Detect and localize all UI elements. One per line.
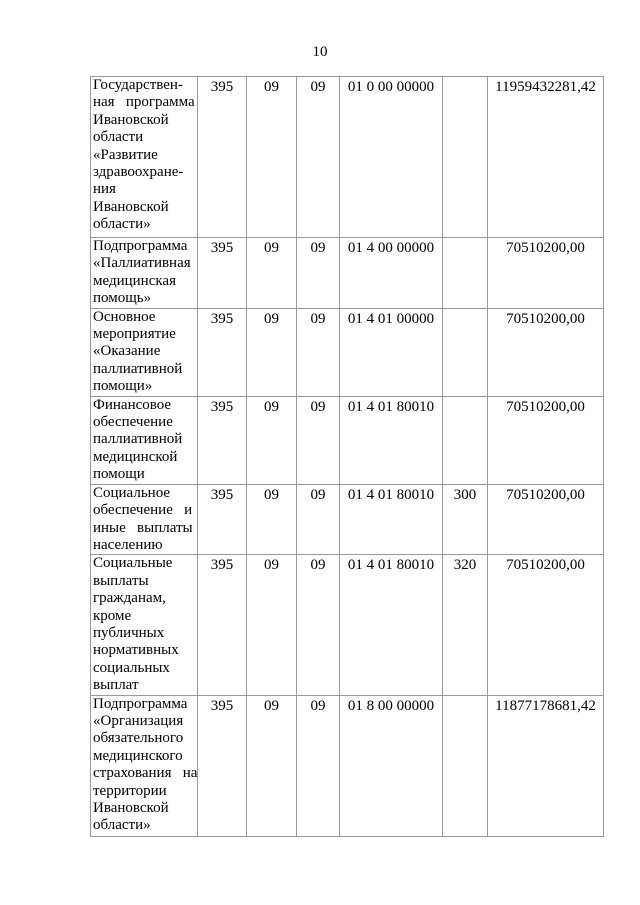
- section-value: 09: [264, 697, 279, 714]
- expense-type-value: [443, 397, 487, 399]
- section-cell: [247, 308, 297, 396]
- row-name-line: паллиативной: [93, 360, 183, 377]
- admin-code-cell: [198, 308, 247, 396]
- target-article-cell: [340, 555, 443, 695]
- subsection-cell: [297, 396, 340, 484]
- target-article-value: 01 4 01 80010: [347, 486, 435, 503]
- admin-code-value: 395: [210, 557, 234, 574]
- section-cell: [247, 238, 297, 309]
- expense-type-value: [443, 696, 487, 698]
- subsection-value: 09: [310, 398, 326, 415]
- amount-cell: [488, 308, 604, 396]
- row-name-cell: [91, 77, 198, 238]
- row-name-line: обязательного: [93, 730, 184, 747]
- amount-value: 70510200,00: [506, 486, 585, 503]
- row-name-line: медицинской: [93, 448, 178, 465]
- section-cell: [247, 77, 297, 238]
- admin-code-cell: [198, 396, 247, 484]
- row-name-line: здравоохране-: [93, 164, 184, 181]
- expense-type-cell: [443, 555, 488, 695]
- target-article-cell: [340, 238, 443, 309]
- row-name-line: «Паллиативная: [93, 255, 191, 272]
- row-name-line: области: [93, 129, 144, 146]
- target-article-cell: [340, 77, 443, 238]
- target-article-cell: [340, 396, 443, 484]
- row-name-line: области»: [93, 216, 151, 233]
- row-name-line: Социальное: [93, 484, 171, 501]
- expense-type-cell: [443, 77, 488, 238]
- row-name-line: выплаты: [93, 572, 149, 589]
- section-cell: [247, 484, 297, 555]
- row-name-line: территории: [93, 782, 167, 799]
- admin-code-value: 395: [210, 398, 234, 415]
- expense-type-value: [443, 77, 487, 79]
- subsection-cell: [297, 484, 340, 555]
- table-row: [91, 555, 604, 695]
- row-name-line: Подпрограмма: [93, 695, 188, 712]
- row-name-line: Ивановской: [93, 111, 169, 128]
- row-name-line: медицинского: [93, 747, 183, 764]
- row-name-line: ния: [93, 181, 116, 198]
- table-row: [91, 396, 604, 484]
- admin-code-value: 395: [210, 697, 234, 714]
- row-name-line: кроме: [93, 607, 132, 624]
- target-article-value: 01 0 00 00000: [347, 79, 435, 95]
- budget-table: [90, 76, 604, 837]
- section-value: 09: [264, 79, 279, 95]
- row-name-line: Социальные: [93, 555, 173, 572]
- admin-code-value: 395: [210, 79, 234, 95]
- subsection-cell: [297, 555, 340, 695]
- subsection-value: 09: [310, 557, 326, 574]
- expense-type-cell: [443, 695, 488, 836]
- admin-code-cell: [198, 555, 247, 695]
- row-name-line: обеспечение: [93, 414, 173, 431]
- target-article-cell: [340, 484, 443, 555]
- row-name-line: помощи: [93, 466, 145, 483]
- expense-type-cell: [443, 484, 488, 555]
- section-value: 09: [264, 398, 279, 415]
- table-row: [91, 77, 604, 238]
- admin-code-cell: [198, 484, 247, 555]
- amount-cell: [488, 238, 604, 309]
- subsection-cell: [297, 308, 340, 396]
- admin-code-value: 395: [210, 486, 234, 503]
- row-name-line: ная программа: [93, 94, 195, 111]
- target-article-value: 01 4 01 80010: [347, 557, 435, 574]
- subsection-value: 09: [310, 486, 326, 503]
- row-name-line: нормативных: [93, 642, 179, 659]
- row-name-line: Финансовое: [93, 396, 172, 413]
- row-name-cell: [91, 396, 198, 484]
- row-name-line: Ивановской: [93, 800, 169, 816]
- expense-type-value: 320: [453, 557, 477, 574]
- amount-cell: [488, 695, 604, 836]
- row-name-cell: [91, 484, 198, 555]
- target-article-value: 01 4 01 00000: [347, 310, 435, 327]
- row-name-line: мероприятие: [93, 326, 176, 343]
- amount-value: 70510200,00: [506, 398, 585, 415]
- target-article-value: 01 4 01 80010: [347, 398, 435, 415]
- amount-value: 70510200,00: [506, 557, 585, 574]
- admin-code-value: 395: [210, 310, 234, 327]
- amount-cell: [488, 396, 604, 484]
- amount-value: 11959432281,42: [495, 79, 596, 95]
- row-name-line: обеспечение и: [93, 502, 193, 519]
- section-cell: [247, 396, 297, 484]
- target-article-cell: [340, 308, 443, 396]
- row-name-line: области»: [93, 817, 151, 834]
- subsection-cell: [297, 238, 340, 309]
- target-article-value: 01 8 00 00000: [347, 697, 435, 714]
- row-name-cell: [91, 695, 198, 836]
- expense-type-cell: [443, 238, 488, 309]
- section-value: 09: [264, 310, 279, 327]
- admin-code-cell: [198, 77, 247, 238]
- amount-cell: [488, 77, 604, 238]
- row-name-line: иные выплаты: [93, 519, 193, 536]
- expense-type-cell: [443, 396, 488, 484]
- row-name-line: паллиативной: [93, 431, 183, 448]
- row-name-line: гражданам,: [93, 590, 166, 607]
- subsection-value: 09: [310, 79, 326, 95]
- row-name-line: населению: [93, 536, 163, 553]
- row-name-line: Государствен-: [93, 77, 183, 93]
- section-value: 09: [264, 557, 279, 574]
- row-name-line: выплат: [93, 677, 139, 694]
- section-cell: [247, 555, 297, 695]
- row-name-line: «Оказание: [93, 343, 161, 360]
- expense-type-cell: [443, 308, 488, 396]
- admin-code-cell: [198, 695, 247, 836]
- row-name-line: Ивановской: [93, 198, 169, 215]
- admin-code-cell: [198, 238, 247, 309]
- row-name-line: «Развитие: [93, 146, 158, 163]
- subsection-cell: [297, 695, 340, 836]
- row-name-line: «Организация: [93, 712, 184, 729]
- table-row: [91, 308, 604, 396]
- table-row: [91, 238, 604, 309]
- amount-value: 70510200,00: [506, 310, 585, 327]
- expense-type-value: [443, 309, 487, 311]
- expense-type-value: [443, 238, 487, 240]
- section-value: 09: [264, 240, 279, 256]
- row-name-cell: [91, 238, 198, 309]
- target-article-value: 01 4 00 00000: [347, 240, 435, 256]
- row-name-line: страхования на: [93, 765, 198, 782]
- table-row: [91, 484, 604, 555]
- subsection-value: 09: [310, 240, 326, 256]
- table-row: [91, 695, 604, 836]
- row-name-line: публичных: [93, 624, 165, 641]
- subsection-value: 09: [310, 310, 326, 327]
- target-article-cell: [340, 695, 443, 836]
- row-name-line: помощь»: [93, 290, 152, 307]
- row-name-cell: [91, 555, 198, 695]
- row-name-line: Подпрограмма: [93, 238, 188, 254]
- expense-type-value: 300: [453, 486, 477, 503]
- row-name-line: социальных: [93, 659, 170, 676]
- amount-cell: [488, 484, 604, 555]
- section-value: 09: [264, 486, 279, 503]
- section-cell: [247, 695, 297, 836]
- row-name-line: медицинская: [93, 272, 176, 289]
- row-name-line: помощи»: [93, 378, 153, 395]
- page-number: 10: [312, 44, 328, 60]
- subsection-cell: [297, 77, 340, 238]
- row-name-line: Основное: [93, 308, 156, 325]
- subsection-value: 09: [310, 697, 326, 714]
- admin-code-value: 395: [210, 240, 234, 256]
- row-name-cell: [91, 308, 198, 396]
- amount-value: 11877178681,42: [495, 697, 596, 714]
- amount-cell: [488, 555, 604, 695]
- amount-value: 70510200,00: [506, 240, 585, 256]
